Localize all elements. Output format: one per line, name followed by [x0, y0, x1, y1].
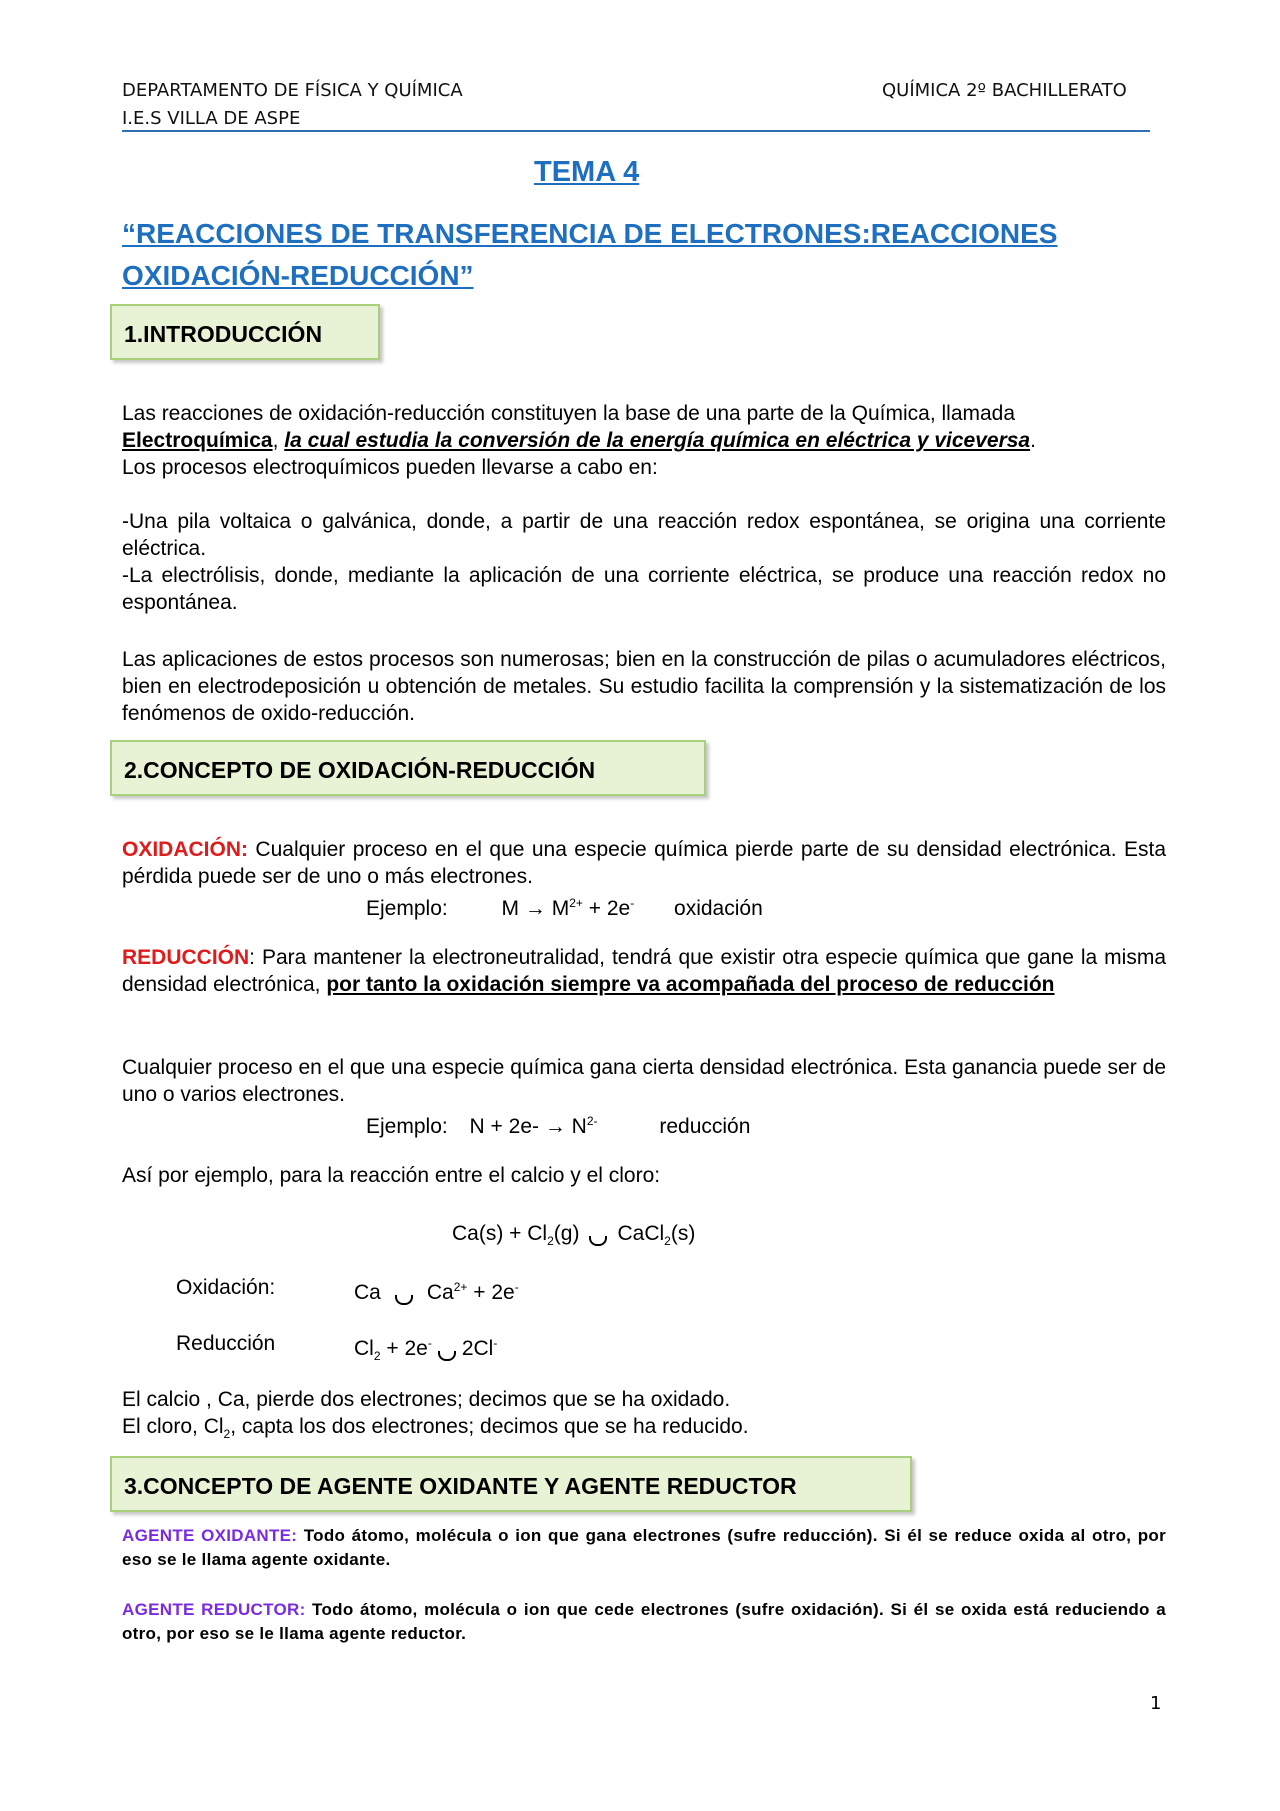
conclusion-chlorine [122, 1413, 1166, 1448]
reduction-label: REDUCCIÓN [122, 946, 250, 969]
conc-chlorine-a: El cloro, Cl [122, 1415, 224, 1438]
reduction-half-label: Reducción [176, 1332, 276, 1355]
reducing-agent-label: AGENTE REDUCTOR: [122, 1600, 306, 1619]
reduction-paragraph-2: Cualquier proceso en el que una especie química gana cierta densidad electrónica. Esta ganancia puede ser de uno o varios electrones. [122, 1056, 1166, 1106]
ox-example-word: oxidación [674, 897, 763, 920]
red-example-lhs: N + 2e- → N [469, 1115, 587, 1138]
oxidizing-agent-label: AGENTE OXIDANTE: [122, 1526, 298, 1545]
intro-paragraph-4: Las aplicaciones de estos procesos son numerosas; bien en la construcción de pilas o acumuladores eléctricos, bien en electrodeposición u obtención de metales. Su estudio facilita la comprensión y la sistematización de los fenómenos de oxido-reducción. [122, 648, 1166, 725]
reduction-half-reaction [354, 1330, 497, 1370]
subscript: 2 [547, 1234, 554, 1249]
half-product: 2Cl [461, 1337, 494, 1360]
theme-title: TEMA 4 [534, 156, 640, 188]
reduction-paragraph [122, 944, 1166, 998]
half-electrons: + 2e [380, 1337, 428, 1360]
charge: - [427, 1336, 432, 1350]
title-line-1: “REACCIONES DE TRANSFERENCIA DE ELECTRONES:REACCIONES [122, 218, 1058, 249]
page-number: 1 [1150, 1693, 1162, 1714]
reducing-agent-text: Todo átomo, molécula o ion que cede electrones (sufre oxidación). Si él se oxida está reduciendo a otro, por eso se le llama agente reductor. [122, 1600, 1167, 1643]
reaction-arrow-icon [438, 1351, 456, 1361]
intro-p1-line1: Las reacciones de oxidación-reducción constituyen la base de una parte de la Química, llamada [122, 402, 1016, 425]
oxidation-text: Cualquier proceso en el que una especie química pierde parte de su densidad electrónica. Esta pérdida puede ser de uno o más electrones. [122, 838, 1166, 888]
intro-paragraph-3: -La electrólisis, donde, mediante la aplicación de una corriente eléctrica, se produce una reacción redox no espontánea. [122, 564, 1166, 614]
ox-example-lhs: M → M [501, 897, 570, 920]
period: . [1030, 429, 1036, 452]
calcium-chlorine-equation [452, 1220, 695, 1255]
eq-reactants: Ca(s) + Cl [452, 1222, 548, 1245]
half-reactant: Ca [354, 1281, 381, 1304]
oxidation-example [366, 890, 763, 922]
subscript: 2 [373, 1349, 381, 1364]
charge: - [493, 1336, 498, 1350]
header-school: I.E.S VILLA DE ASPE [122, 108, 301, 129]
oxidation-paragraph [122, 836, 1166, 890]
oxidation-label: OXIDACIÓN: [122, 838, 248, 861]
header-divider [122, 130, 1150, 132]
section-heading-intro: 1.INTRODUCCIÓN [110, 304, 380, 360]
half-electrons: + 2e [467, 1281, 515, 1304]
term-electroquimica: Electroquímica [122, 429, 273, 452]
reaction-arrow-icon [395, 1295, 413, 1305]
conc-chlorine-b: , capta los dos electrones; decimos que se ha reducido. [230, 1415, 749, 1438]
charge: - [630, 896, 635, 910]
subscript: 2 [223, 1427, 231, 1442]
half-product: Ca [426, 1281, 454, 1304]
charge: 2+ [569, 896, 583, 910]
oxidizing-agent-text: Todo átomo, molécula o ion que gana electrones (sufre reducción). Si él se reduce oxida al otro, por eso se le llama agente oxidante. [122, 1526, 1166, 1569]
intro-p1-line2 [122, 427, 1166, 454]
eq-state: (s) [670, 1222, 696, 1245]
reduction-example [366, 1108, 750, 1140]
reduction-highlight: por tanto la oxidación siempre va acompañada del proceso de reducción [326, 973, 1055, 996]
charge: 2+ [453, 1280, 468, 1294]
title-line-2: OXIDACIÓN-REDUCCIÓN” [122, 260, 474, 291]
intro-p1-line3: Los procesos electroquímicos pueden llevarse a cabo en: [122, 456, 658, 479]
oxidation-half-reaction [354, 1274, 519, 1306]
example-label: Ejemplo: [366, 897, 448, 920]
charge: - [514, 1280, 519, 1294]
oxidation-half-label: Oxidación: [176, 1276, 276, 1299]
red-example-word: reducción [659, 1115, 751, 1138]
conclusion-calcium: El calcio , Ca, pierde dos electrones; decimos que se ha oxidado. [122, 1388, 731, 1411]
intro-paragraph-1 [122, 400, 1166, 481]
eq-product: CaCl [617, 1222, 665, 1245]
example-label: Ejemplo: [366, 1115, 448, 1138]
eq-state: (g) [553, 1222, 580, 1245]
header-department: DEPARTAMENTO DE FÍSICA Y QUÍMICA [122, 80, 463, 101]
definition-highlight: la cual estudia la conversión de la energía química en eléctrica y viceversa [284, 429, 1031, 452]
half-reactant: Cl [354, 1337, 374, 1360]
reaction-arrow-icon [589, 1236, 607, 1246]
subscript: 2 [664, 1234, 671, 1249]
header-course: QUÍMICA 2º BACHILLERATO [882, 80, 1127, 101]
oxidizing-agent-paragraph [122, 1524, 1166, 1572]
section-heading-concept: 2.CONCEPTO DE OXIDACIÓN-REDUCCIÓN [110, 740, 706, 796]
intro-paragraph-2: -Una pila voltaica o galvánica, donde, a partir de una reacción redox espontánea, se origina una corriente eléctrica. [122, 510, 1166, 560]
reduction-text: : Para mantener la electroneutralidad, tendrá que existir otra especie química que gane la misma densidad electrónica, [122, 946, 1166, 996]
section-heading-agents: 3.CONCEPTO DE AGENTE OXIDANTE Y AGENTE REDUCTOR [110, 1456, 912, 1512]
calcium-intro: Así por ejemplo, para la reacción entre el calcio y el cloro: [122, 1164, 661, 1187]
ox-example-electrons: + 2e [582, 897, 631, 920]
comma: , [272, 429, 285, 452]
charge: 2- [586, 1114, 598, 1128]
reducing-agent-paragraph [122, 1598, 1166, 1646]
